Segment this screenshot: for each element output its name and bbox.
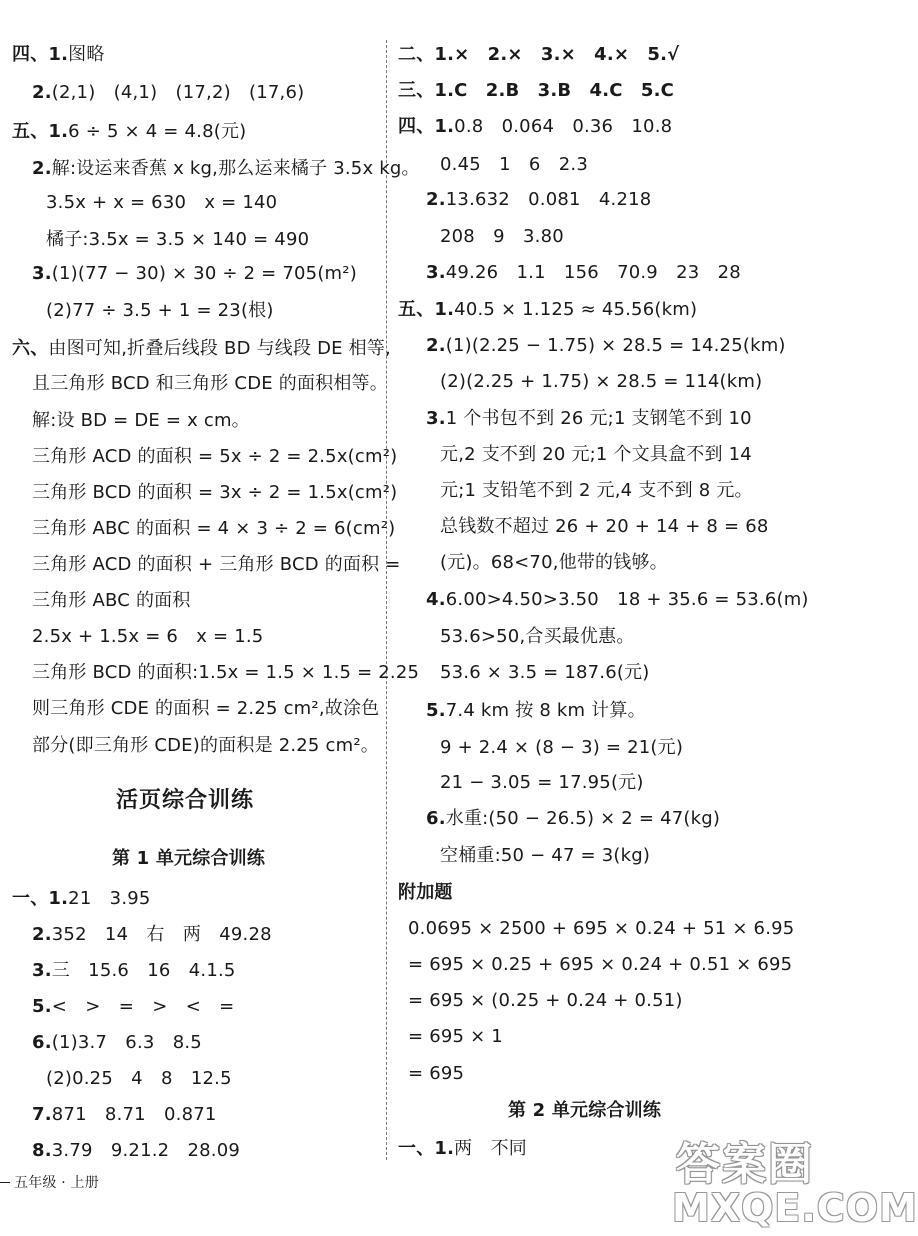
answer-line: 且三角形 BCD 和三角形 CDE 的面积相等。 xyxy=(32,373,388,394)
answer-line: 2.(2,1) (4,1) (17,2) (17,6) xyxy=(32,82,305,103)
answer-line: = 695 × (0.25 + 0.24 + 0.51) xyxy=(408,990,683,1011)
answer-line: 3.49.26 1.1 156 70.9 23 28 xyxy=(426,262,741,283)
answer-line: 53.6 × 3.5 = 187.6(元) xyxy=(440,662,650,683)
answer-line: 0.45 1 6 2.3 xyxy=(440,154,589,175)
answer-line: 8.3.79 9.21.2 28.09 xyxy=(32,1140,241,1161)
answer-line: 空桶重:50 − 47 = 3(kg) xyxy=(440,845,651,866)
answer-line: 总钱数不超过 26 + 20 + 14 + 8 = 68 xyxy=(440,516,769,537)
section-heading: 活页综合训练 xyxy=(116,788,255,813)
answer-line: = 695 × 1 xyxy=(408,1026,503,1047)
footer-dash xyxy=(0,1182,10,1183)
answer-line: 部分(即三角形 CDE)的面积是 2.25 cm²。 xyxy=(32,735,379,756)
answer-line: (2)(2.25 + 1.75) × 28.5 = 114(km) xyxy=(440,371,763,392)
answer-line: (元)。68<70,他带的钱够。 xyxy=(440,552,668,573)
column-divider xyxy=(386,40,387,1160)
answer-line: 元;1 支铅笔不到 2 元,4 支不到 8 元。 xyxy=(440,480,753,501)
watermark-text: 答案圈 xyxy=(676,1139,814,1190)
answer-line: 六、由图可知,折叠后线段 BD 与线段 DE 相等, xyxy=(12,338,391,359)
answer-line: 2.(1)(2.25 − 1.75) × 28.5 = 14.25(km) xyxy=(426,335,786,356)
answer-line: = 695 xyxy=(408,1063,465,1084)
answer-line: 则三角形 CDE 的面积 = 2.25 cm²,故涂色 xyxy=(32,698,380,719)
watermark-url: MXQE.COM xyxy=(672,1186,918,1230)
answer-line: 208 9 3.80 xyxy=(440,226,564,247)
answer-line: 一、1.两 不同 xyxy=(398,1138,527,1159)
answer-line: 二、1.× 2.× 3.× 4.× 5.√ xyxy=(398,44,680,65)
answer-line: 21 − 3.05 = 17.95(元) xyxy=(440,772,644,793)
answer-line: 2.5x + 1.5x = 6 x = 1.5 xyxy=(32,626,264,647)
footer-grade-label: 五年级 · 上册 xyxy=(14,1175,99,1191)
answer-line: 53.6>50,合买最优惠。 xyxy=(440,626,635,647)
answer-line: = 695 × 0.25 + 695 × 0.24 + 0.51 × 695 xyxy=(408,954,793,975)
answer-line: 3.1 个书包不到 26 元;1 支钢笔不到 10 xyxy=(426,408,752,429)
answer-line: 三角形 BCD 的面积:1.5x = 1.5 × 1.5 = 2.25 xyxy=(32,662,420,683)
answer-line: 7.871 8.71 0.871 xyxy=(32,1104,217,1125)
answer-line: 5.7.4 km 按 8 km 计算。 xyxy=(426,700,646,721)
answer-line: 三角形 ABC 的面积 = 4 × 3 ÷ 2 = 6(cm²) xyxy=(32,518,396,539)
bonus-heading: 附加题 xyxy=(398,882,453,903)
answer-line: 2.13.632 0.081 4.218 xyxy=(426,189,652,210)
answer-line: 三角形 ACD 的面积 + 三角形 BCD 的面积 = xyxy=(32,554,401,575)
answer-line: 三角形 BCD 的面积 = 3x ÷ 2 = 1.5x(cm²) xyxy=(32,482,398,503)
answer-line: 4.6.00>4.50>3.50 18 + 35.6 = 53.6(m) xyxy=(426,589,809,610)
answer-line: 3.三 15.6 16 4.1.5 xyxy=(32,960,236,981)
answer-line: 元,2 支不到 20 元;1 个文具盒不到 14 xyxy=(440,444,752,465)
answer-line: 6.(1)3.7 6.3 8.5 xyxy=(32,1032,202,1053)
answer-line: 3.5x + x = 630 x = 140 xyxy=(46,192,278,213)
answer-line: 五、1.6 ÷ 5 × 4 = 4.8(元) xyxy=(12,121,247,142)
answer-line: 三角形 ACD 的面积 = 5x ÷ 2 = 2.5x(cm²) xyxy=(32,446,398,467)
answer-line: 五、1.40.5 × 1.125 ≈ 45.56(km) xyxy=(398,299,698,320)
answer-line: 2.352 14 右 两 49.28 xyxy=(32,924,272,945)
watermark-logo xyxy=(670,1128,918,1236)
answer-line: 5.< > = > < = xyxy=(32,996,235,1017)
answer-line: 2.解:设运来香蕉 x kg,那么运来橘子 3.5x kg。 xyxy=(32,158,420,179)
answer-line: 四、1.0.8 0.064 0.36 10.8 xyxy=(398,116,673,137)
answer-line: (2)77 ÷ 3.5 + 1 = 23(根) xyxy=(46,300,274,321)
answer-line: 三角形 ABC 的面积 xyxy=(32,590,191,611)
answer-line: 橘子:3.5x = 3.5 × 140 = 490 xyxy=(46,229,310,250)
answer-line: 解:设 BD = DE = x cm。 xyxy=(32,410,250,431)
unit-heading: 第 2 单元综合训练 xyxy=(508,1100,662,1121)
answer-line: 6.水重:(50 − 26.5) × 2 = 47(kg) xyxy=(426,808,721,829)
answer-line: 3.(1)(77 − 30) × 30 ÷ 2 = 705(m²) xyxy=(32,263,357,284)
answer-line: 三、1.C 2.B 3.B 4.C 5.C xyxy=(398,80,675,101)
answer-line: 0.0695 × 2500 + 695 × 0.24 + 51 × 6.95 xyxy=(408,918,795,939)
answer-line: 9 + 2.4 × (8 − 3) = 21(元) xyxy=(440,737,684,758)
answer-line: 一、1.21 3.95 xyxy=(12,888,151,909)
answer-line: 四、1.图略 xyxy=(12,44,105,65)
answer-line: (2)0.25 4 8 12.5 xyxy=(46,1068,232,1089)
unit-heading: 第 1 单元综合训练 xyxy=(112,848,266,869)
